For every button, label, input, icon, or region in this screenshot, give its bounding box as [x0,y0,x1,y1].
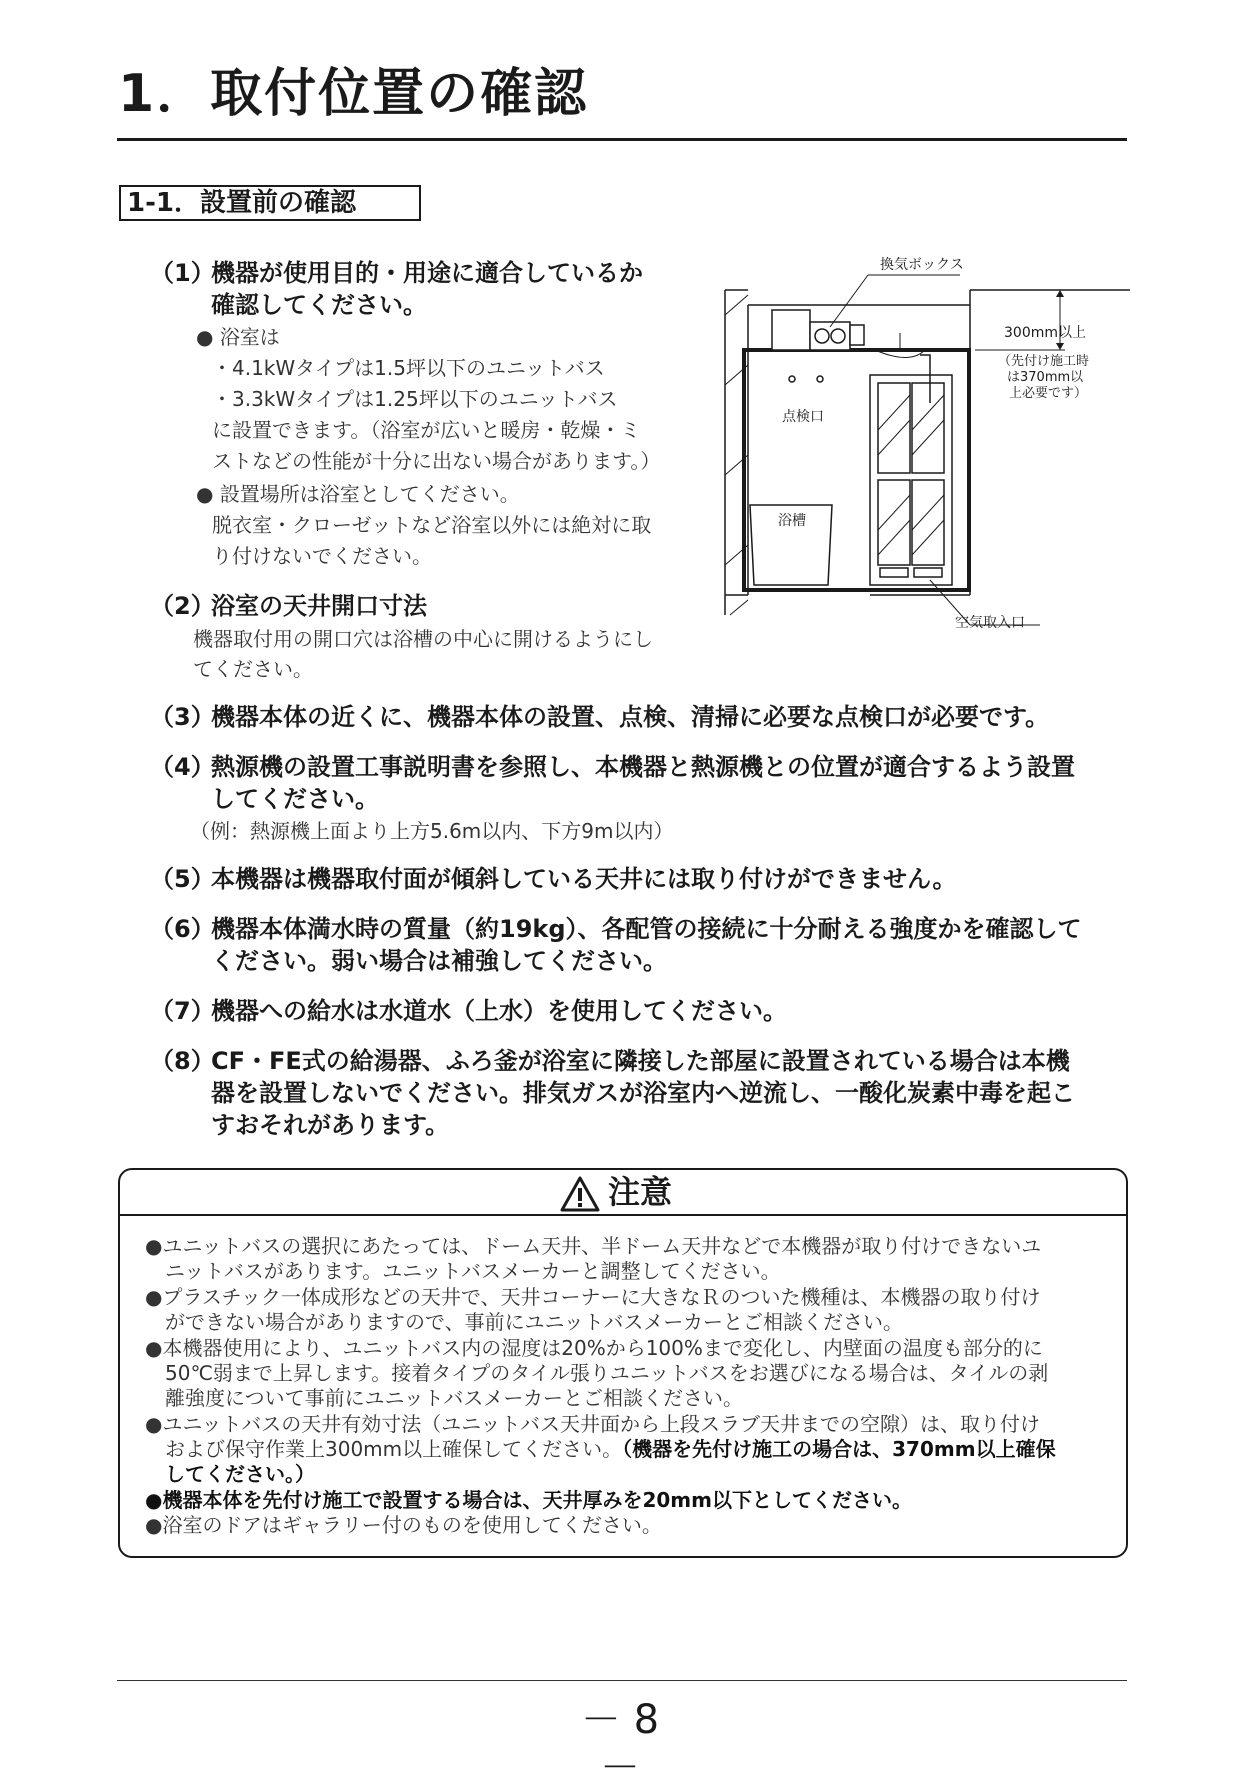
item-4-line1: 熱源機の設置工事説明書を参照し、本機器と熱源機との位置が適合するよう設置 [211,753,1075,781]
item-1-bullet-1c: に設置できます。（浴室が広いと暖房・乾燥・ミ [212,418,641,442]
label-vent-box: 換気ボックス [880,257,964,273]
caution-line: ●浴室のドアはギャラリー付のものを使用してください。 [145,1513,662,1537]
caution-line: ●機器本体を先付け施工で設置する場合は、天井厚みを20mm以下としてください。 [145,1488,912,1512]
caution-line: ●ユニットバスの天井有効寸法（ユニットバス天井面から上段スラブ天井までの空隙）は、取り付け [145,1412,1041,1436]
item-7-number: （7） [150,997,215,1025]
label-air-intake: 空気取入口 [955,615,1025,631]
caution-line: ●ユニットバスの選択にあたっては、ドーム天井、半ドーム天井などで本機器が取り付けできないユ [145,1234,1042,1258]
item-1-line2: 確認してください。 [211,291,427,319]
item-6-number: （6） [150,915,215,943]
caution-line [145,1437,1056,1462]
caution-bold-note: （機器を先付け施工の場合は、370mm以上確保 [622,1437,1056,1461]
item-1-bullet-1d: ストなどの性能が十分に出ない場合があります。） [212,449,661,473]
label-bathtub: 浴槽 [778,513,806,529]
item-2-sub1: 機器取付用の開口穴は浴槽の中心に開けるようにし [193,627,653,651]
item-1-bullet-1: ● 浴室は [196,325,280,349]
item-1-bullet-1a: ・4.1kWタイプは1.5坪以下のユニットバス [212,356,605,380]
item-2-line1: 浴室の天井開口寸法 [211,592,427,620]
caution-title: 注意 [608,1173,673,1211]
item-1-bullet-2a: 脱衣室・クローゼットなど浴室以外には絶対に取 [212,513,652,537]
item-5-line1: 本機器は機器取付面が傾斜している天井には取り付けができません。 [211,865,957,893]
item-8-line1: CF・FE式の給湯器、ふろ釜が浴室に隣接した部屋に設置されている場合は本機 [211,1047,1070,1075]
item-3-line1: 機器本体の近くに、機器本体の設置、点検、清掃に必要な点検口が必要です。 [211,703,1050,731]
bathroom-installation-diagram [720,255,1130,640]
item-6-line2: ください。弱い場合は補強してください。 [211,947,667,975]
item-6-line1: 機器本体満水時の質量（約19kg）、各配管の接続に十分耐える強度かを確認して [211,915,1082,943]
item-4-number: （4） [150,753,215,781]
caution-line-text: および保守作業上300mm以上確保してください。 [145,1437,623,1461]
caution-line: してください。） [145,1462,315,1486]
item-4-example: （例：熱源機上面より上方5.6m以内、下方9m以内） [190,819,674,843]
title-divider [117,138,1127,141]
caution-line: ニットバスがあります。ユニットバスメーカーと調整してください。 [145,1259,781,1283]
item-5-number: （5） [150,865,215,893]
item-8-line3: すおそれがあります。 [211,1111,450,1139]
item-3-number: （3） [150,703,215,731]
caution-line: ●プラスチック一体成形などの天井で、天井コーナーに大きなＲのついた機種は、本機器の取り付け [145,1285,1041,1309]
item-2-sub2: てください。 [193,657,313,681]
caution-line: 離強度について事前にユニットバスメーカーとご相談ください。 [145,1386,743,1410]
label-note-3: 上必要です） [1009,386,1088,401]
item-7-line1: 機器への給水は水道水（上水）を使用してください。 [211,997,787,1025]
footer-divider [117,1680,1127,1681]
bullet-text: 設置場所は浴室としてください。 [219,482,520,506]
page-title: 1．取付位置の確認 [118,64,589,124]
label-note-1: （先付け施工時 [998,354,1090,369]
caution-line: ができない場合がありますので、事前にユニットバスメーカーとご相談ください。 [145,1310,903,1334]
label-inspection-port: 点検口 [782,409,824,425]
caution-line: ●本機器使用により、ユニットバス内の湿度は20%から100%まで変化し、内壁面の温度も部分的に [145,1336,1043,1360]
label-300mm: 300mm以上 [1004,325,1086,341]
item-2-number: （2） [150,592,215,620]
page-number: － 8 － [580,1697,660,1791]
item-1-bullet-2b: り付けないでください。 [212,544,432,568]
item-1-bullet-2: ● 設置場所は浴室としてください。 [196,482,520,506]
label-note-2: は370mm以 [1007,370,1084,385]
warning-triangle-icon [560,1176,600,1212]
section-heading: 1-1．設置前の確認 [119,185,421,221]
item-8-number: （8） [150,1047,215,1075]
bullet-text: 浴室は [219,325,280,349]
item-4-line2: してください。 [211,785,379,813]
item-1-line1: 機器が使用目的・用途に適合しているか [211,259,643,287]
caution-line: 50℃弱まで上昇します。接着タイプのタイル張りユニットバスをお選びになる場合は、タイルの剥 [145,1361,1049,1385]
item-8-line2: 器を設置しないでください。排気ガスが浴室内へ逆流し、一酸化炭素中毒を起こ [211,1079,1075,1107]
item-1-number: （1） [150,259,215,287]
caution-divider [118,1214,1128,1216]
item-1-bullet-1b: ・3.3kWタイプは1.25坪以下のユニットバス [212,387,618,411]
